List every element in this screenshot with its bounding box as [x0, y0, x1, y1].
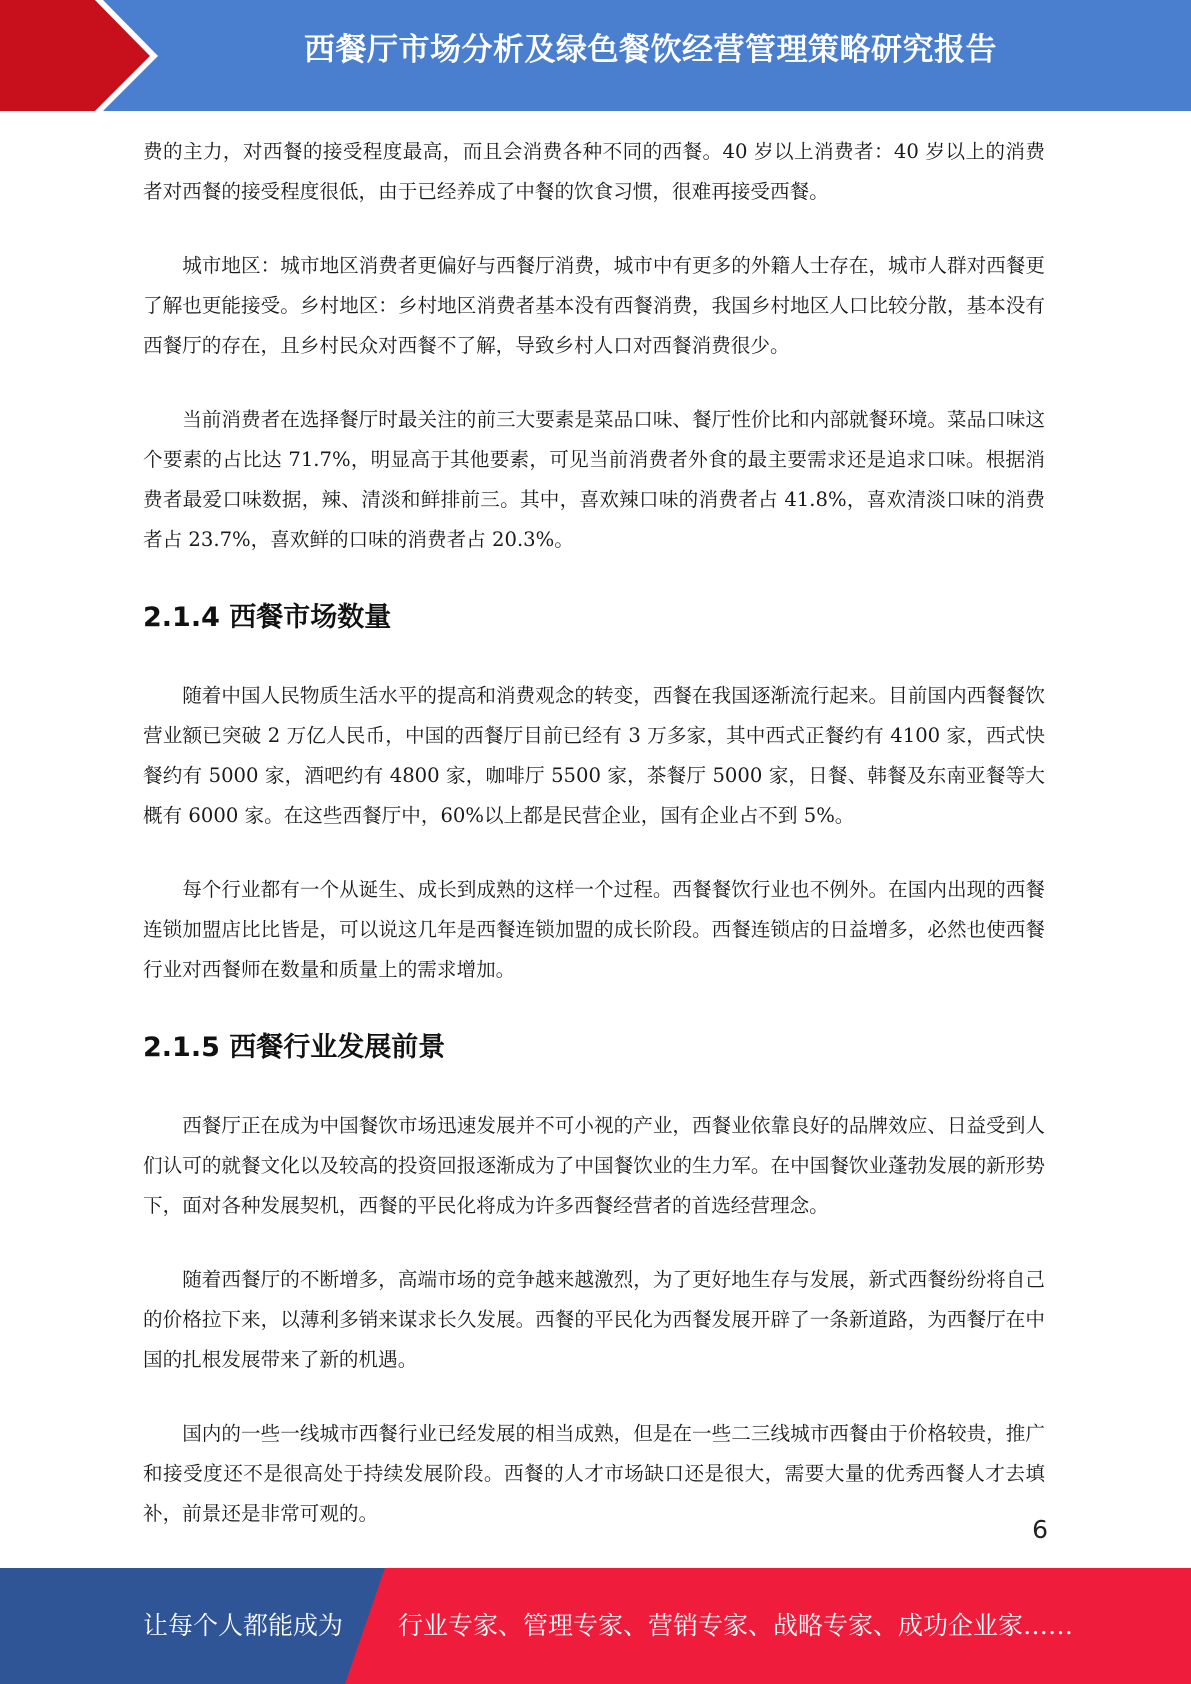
paragraph-region: 城市地区：城市地区消费者更偏好与西餐厅消费，城市中有更多的外籍人士存在，城市人群对西餐更了解也更能接受。乡村地区：乡村地区消费者基本没有西餐消费，我国乡村地区人口比较分散，基本没有西餐厅的存在，且乡村民众对西餐不了解，导致乡村人口对西餐消费很少。	[143, 254, 1045, 357]
paragraph-market-size: 随着中国人民物质生活水平的提高和消费观念的转变，西餐在我国逐渐流行起来。目前国内西餐餐饮营业额已突破 2 万亿人民币，中国的西餐厅目前已经有 3 万多家，其中西式正餐约有 4100 家，西式快餐约有 5000 家，酒吧约有 4800 家，咖啡厅 5500 家，茶餐厅 5000 家，日餐、韩餐及东南亚餐等大概有 6000 家。在这些西餐厅中，60%以上都是民营企业，国有企业占不到 5%。	[143, 684, 1045, 827]
paragraph-prospects-3: 国内的一些一线城市西餐行业已经发展的相当成熟，但是在一些二三线城市西餐由于价格较贵，推广和接受度还不是很高处于持续发展阶段。西餐的人才市场缺口还是很大，需要大量的优秀西餐人才去填补，前景还是非常可观的。	[143, 1422, 1045, 1525]
section-heading-prospects: 2.1.5 西餐行业发展前景	[143, 1032, 446, 1063]
section-heading-market-size: 2.1.4 西餐市场数量	[143, 602, 392, 633]
paragraph-prospects-2: 随着西餐厅的不断增多，高端市场的竞争越来越激烈，为了更好地生存与发展，新式西餐纷纷将自己的价格拉下来，以薄利多销来谋求长久发展。西餐的平民化为西餐发展开辟了一条新道路，为西餐厅在中国的扎根发展带来了新的机遇。	[143, 1268, 1045, 1371]
page-footer	[0, 1568, 1191, 1684]
page-number: 6	[1032, 1515, 1048, 1544]
page-header	[0, 0, 1191, 111]
paragraph-prospects-1: 西餐厅正在成为中国餐饮市场迅速发展并不可小视的产业，西餐业依靠良好的品牌效应、日益受到人们认可的就餐文化以及较高的投资回报逐渐成为了中国餐饮业的生力军。在中国餐饮业蓬勃发展的新形势下，面对各种发展契机，西餐的平民化将成为许多西餐经营者的首选经营理念。	[143, 1114, 1045, 1217]
paragraph-consumer-age: 费的主力，对西餐的接受程度最高，而且会消费各种不同的西餐。40 岁以上消费者：40 岁以上的消费者对西餐的接受程度很低，由于已经养成了中餐的饮食习惯，很难再接受西餐。	[143, 140, 1045, 203]
paragraph-taste-preference: 当前消费者在选择餐厅时最关注的前三大要素是菜品口味、餐厅性价比和内部就餐环境。菜品口味这个要素的占比达 71.7%，明显高于其他要素，可见当前消费者外食的最主要需求还是追求口味。根据消费者最爱口味数据，辣、清淡和鲜排前三。其中，喜欢辣口味的消费者占 41.8%，喜欢清淡口味的消费者占 23.7%，喜欢鲜的口味的消费者占 20.3%。	[143, 408, 1045, 551]
document-body	[143, 132, 1045, 1534]
footer-slogan-left: 让每个人都能成为	[143, 1611, 344, 1640]
report-title: 西餐厅市场分析及绿色餐饮经营管理策略研究报告	[304, 32, 997, 68]
paragraph-industry-stage: 每个行业都有一个从诞生、成长到成熟的这样一个过程。西餐餐饮行业也不例外。在国内出现的西餐连锁加盟店比比皆是，可以说这几年是西餐连锁加盟的成长阶段。西餐连锁店的日益增多，必然也使西餐行业对西餐师在数量和质量上的需求增加。	[143, 878, 1045, 981]
footer-slogan-right: 行业专家、管理专家、营销专家、战略专家、成功企业家……	[398, 1611, 1074, 1640]
